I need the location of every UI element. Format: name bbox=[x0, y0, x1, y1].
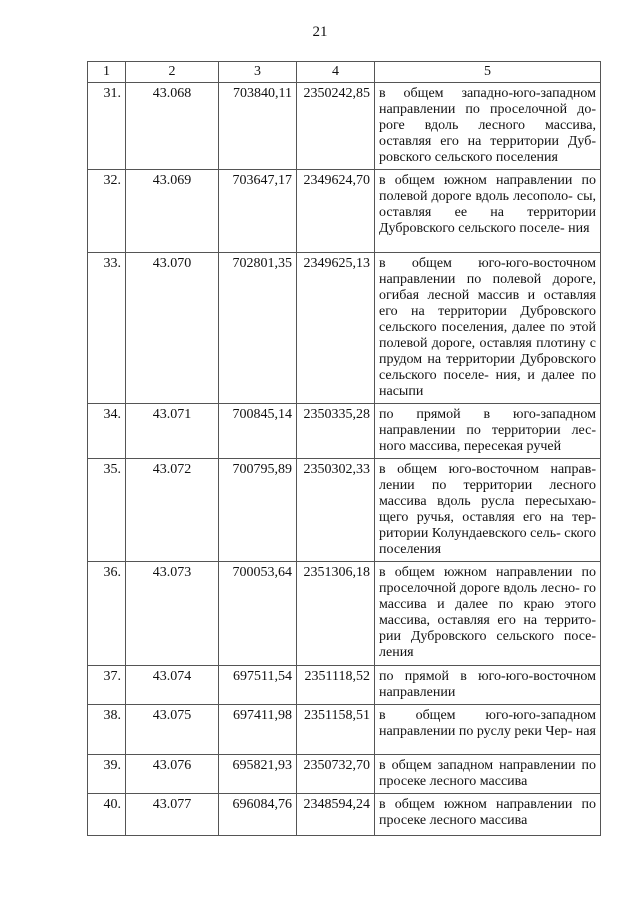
point-id: 43.076 bbox=[126, 755, 219, 794]
coordinate-y: 2351306,18 bbox=[297, 562, 375, 666]
table-row bbox=[88, 666, 601, 705]
coordinate-y: 2351158,51 bbox=[297, 705, 375, 755]
boundary-description: в общем западном направлении по просеке лесного массива bbox=[375, 755, 601, 794]
coordinate-x: 697511,54 bbox=[219, 666, 297, 705]
coordinate-x: 703840,11 bbox=[219, 83, 297, 170]
table-row bbox=[88, 404, 601, 459]
boundary-description: в общем западно-юго-западном направлении по проселочной до- роге вдоль лесного массива, оставляя его на территории Дуб- ровского сельского поселения bbox=[375, 83, 601, 170]
coordinate-y: 2349624,70 bbox=[297, 170, 375, 253]
coordinate-x: 700053,64 bbox=[219, 562, 297, 666]
row-number: 37. bbox=[88, 666, 126, 705]
row-number: 33. bbox=[88, 253, 126, 404]
row-number: 39. bbox=[88, 755, 126, 794]
table-row bbox=[88, 705, 601, 755]
row-number: 40. bbox=[88, 794, 126, 836]
coordinate-x: 702801,35 bbox=[219, 253, 297, 404]
coordinate-y: 2349625,13 bbox=[297, 253, 375, 404]
point-id: 43.071 bbox=[126, 404, 219, 459]
table-row bbox=[88, 83, 601, 170]
table-row bbox=[88, 794, 601, 836]
point-id: 43.069 bbox=[126, 170, 219, 253]
row-number: 38. bbox=[88, 705, 126, 755]
boundary-description: по прямой в юго-юго-восточном направлении bbox=[375, 666, 601, 705]
boundary-description: в общем южном направлении по полевой дороге вдоль лесополо- сы, оставляя ее на территории Дубровского сельского поселе- ния bbox=[375, 170, 601, 253]
page-number: 21 bbox=[312, 24, 328, 40]
boundary-description: по прямой в юго-западном направлении по территории лес- ного массива, пересекая ручей bbox=[375, 404, 601, 459]
coordinate-y: 2350302,33 bbox=[297, 459, 375, 562]
coordinate-y: 2351118,52 bbox=[297, 666, 375, 705]
row-number: 32. bbox=[88, 170, 126, 253]
boundary-description: в общем южном направлении по просеке лесного массива bbox=[375, 794, 601, 836]
point-id: 43.068 bbox=[126, 83, 219, 170]
coordinate-y: 2350732,70 bbox=[297, 755, 375, 794]
table-row bbox=[88, 170, 601, 253]
column-header: 5 bbox=[375, 62, 601, 83]
table-row bbox=[88, 755, 601, 794]
row-number: 36. bbox=[88, 562, 126, 666]
column-header: 1 bbox=[88, 62, 126, 83]
boundary-description: в общем южном направлении по проселочной дороге вдоль лесно- го массива и далее по краю этого массива, оставляя его на террито- рии Дубровского сельского посе- ления bbox=[375, 562, 601, 666]
coordinate-x: 700845,14 bbox=[219, 404, 297, 459]
coordinate-y: 2350335,28 bbox=[297, 404, 375, 459]
boundary-description: в общем юго-восточном направ- лении по территории лесного массива вдоль русла пересыхаю- щего ручья, оставляя его на тер- ритории Колундаевского сель- ского поселения bbox=[375, 459, 601, 562]
column-header: 2 bbox=[126, 62, 219, 83]
boundary-description: в общем юго-юго-западном направлении по руслу реки Чер- ная bbox=[375, 705, 601, 755]
boundary-table bbox=[87, 61, 601, 836]
table-row bbox=[88, 253, 601, 404]
coordinate-x: 697411,98 bbox=[219, 705, 297, 755]
coordinate-x: 695821,93 bbox=[219, 755, 297, 794]
column-header: 4 bbox=[297, 62, 375, 83]
point-id: 43.077 bbox=[126, 794, 219, 836]
coordinate-x: 703647,17 bbox=[219, 170, 297, 253]
point-id: 43.074 bbox=[126, 666, 219, 705]
row-number: 35. bbox=[88, 459, 126, 562]
coordinate-x: 696084,76 bbox=[219, 794, 297, 836]
table-row bbox=[88, 459, 601, 562]
point-id: 43.072 bbox=[126, 459, 219, 562]
table-row bbox=[88, 562, 601, 666]
boundary-description: в общем юго-юго-восточном направлении по полевой дороге, огибая лесной массив и оставляя его на территории Дубровского сельского поселения, далее по этой полевой дороге, оставляя плотину с прудом на территории Дубровского сельского поселе- ния, и далее по насыпи bbox=[375, 253, 601, 404]
table-header-row bbox=[88, 62, 601, 83]
coordinate-y: 2350242,85 bbox=[297, 83, 375, 170]
point-id: 43.073 bbox=[126, 562, 219, 666]
column-header: 3 bbox=[219, 62, 297, 83]
point-id: 43.070 bbox=[126, 253, 219, 404]
point-id: 43.075 bbox=[126, 705, 219, 755]
coordinate-y: 2348594,24 bbox=[297, 794, 375, 836]
coordinate-x: 700795,89 bbox=[219, 459, 297, 562]
row-number: 34. bbox=[88, 404, 126, 459]
row-number: 31. bbox=[88, 83, 126, 170]
